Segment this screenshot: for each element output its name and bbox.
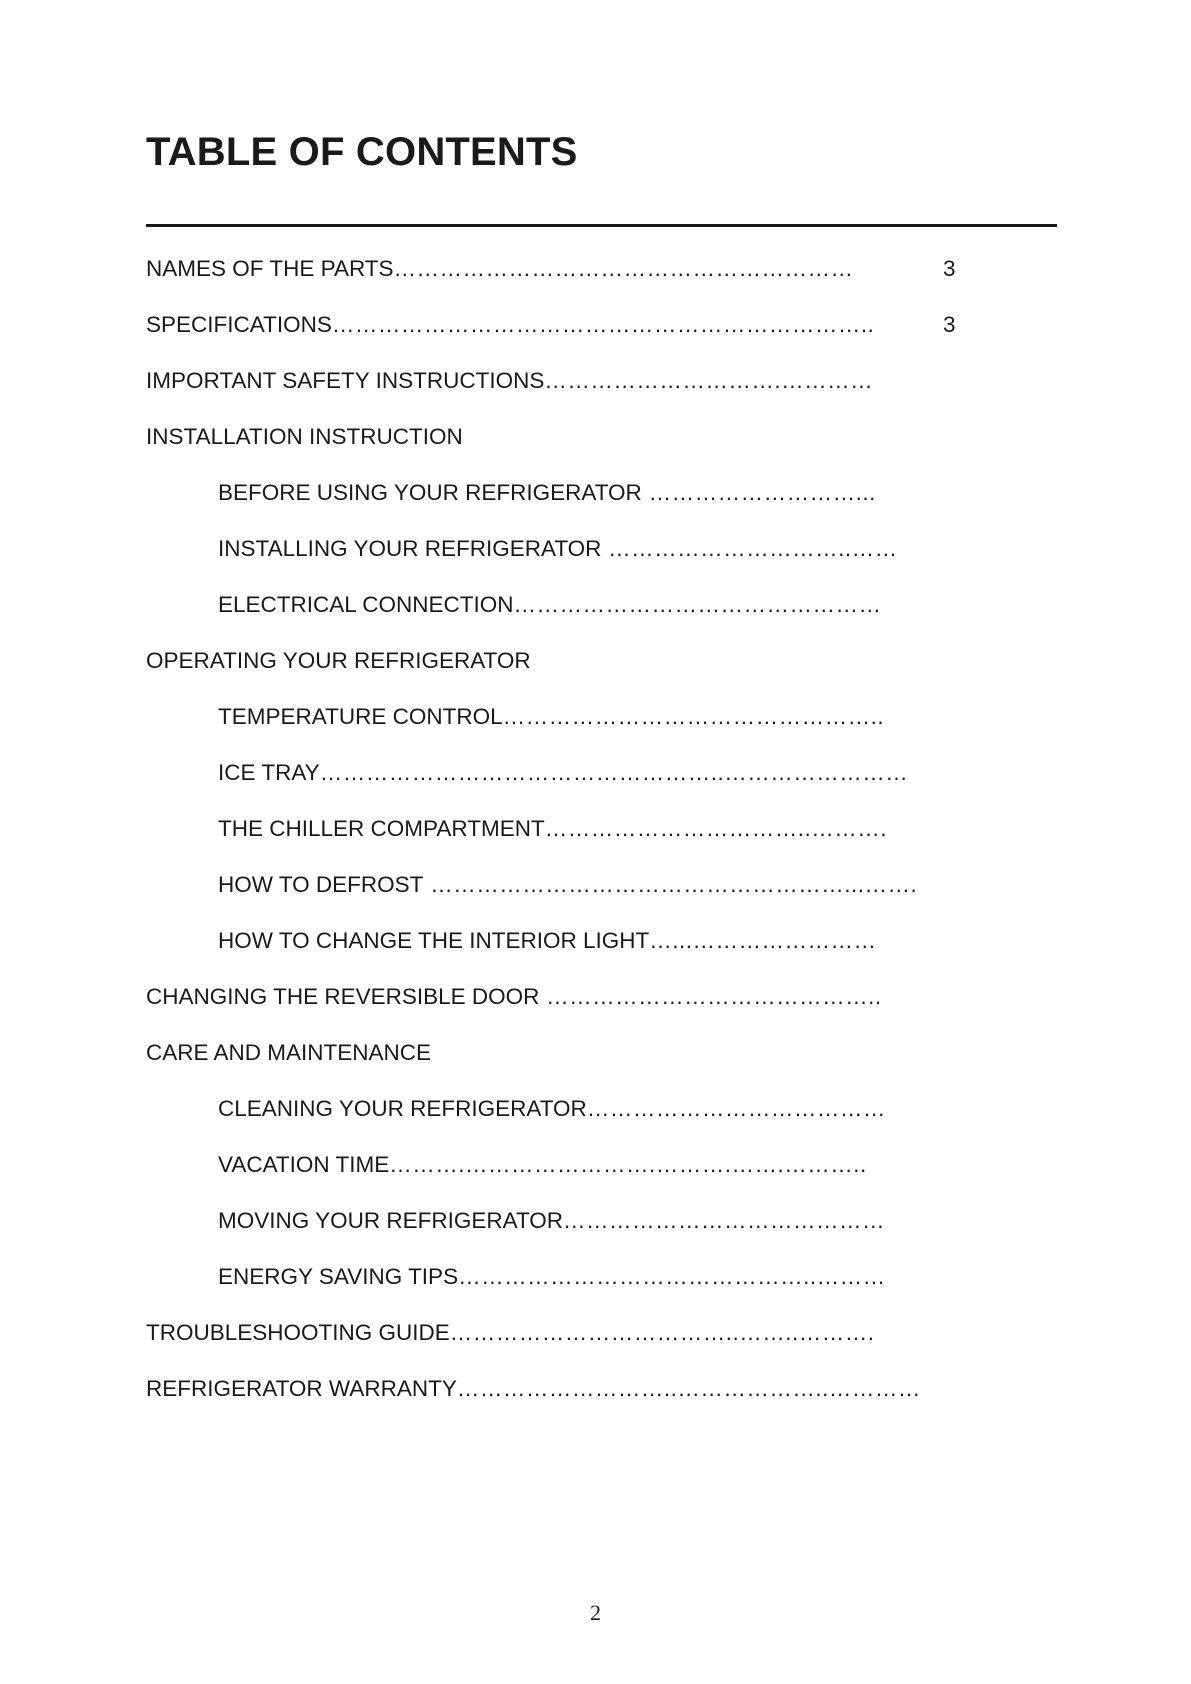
toc-leader-dots: ……………………………………………..…………………… — [319, 760, 909, 785]
page-title: TABLE OF CONTENTS — [146, 130, 578, 174]
table-of-contents — [146, 254, 1066, 1430]
toc-entry[interactable] — [146, 1374, 1066, 1430]
toc-entry-title: CLEANING YOUR REFRIGERATOR — [218, 1096, 587, 1121]
title-divider — [146, 224, 1057, 227]
toc-subentry[interactable] — [146, 1094, 1066, 1150]
toc-entry-title: ELECTRICAL CONNECTION — [218, 592, 514, 617]
toc-entry-title: CHANGING THE REVERSIBLE DOOR — [146, 984, 540, 1009]
toc-entry-title: CARE AND MAINTENANCE — [146, 1040, 432, 1065]
toc-entry[interactable] — [146, 310, 1066, 366]
toc-entry-title: MOVING YOUR REFRIGERATOR — [218, 1208, 564, 1233]
toc-leader-dots: …………………………………….. — [539, 984, 882, 1009]
toc-subentry[interactable] — [146, 478, 1066, 534]
toc-leader-dots: ………………………………………… — [513, 592, 882, 617]
toc-entry-title: REFRIGERATOR WARRANTY — [146, 1376, 457, 1401]
toc-entry-title: ICE TRAY — [218, 760, 320, 785]
toc-leader-dots: …………………………………… — [563, 1208, 886, 1233]
toc-leader-dots: …………………………..…… — [601, 536, 898, 561]
toc-subentry[interactable] — [146, 926, 1066, 982]
toc-page-number: 3 — [943, 312, 956, 337]
toc-entry-title: SPECIFICATIONS — [146, 312, 332, 337]
toc-leader-dots: ………………………………………..……… — [458, 1264, 886, 1289]
toc-leader-dots: ………………………... — [641, 480, 876, 505]
toc-entry[interactable] — [146, 422, 1066, 478]
toc-entry-title: INSTALLATION INSTRUCTION — [146, 424, 463, 449]
toc-entry-title: OPERATING YOUR REFRIGERATOR — [146, 648, 531, 673]
toc-entry-title: HOW TO CHANGE THE INTERIOR LIGHT — [218, 928, 650, 953]
toc-entry[interactable] — [146, 366, 1066, 422]
toc-leader-dots: ………………………………………………...……. — [423, 872, 918, 897]
toc-subentry[interactable] — [146, 870, 1066, 926]
toc-leader-dots: …...…………………… — [649, 928, 877, 953]
toc-leader-dots: ………………………..………………..………… — [456, 1376, 921, 1401]
toc-entry[interactable] — [146, 982, 1066, 1038]
toc-leader-dots: ………………………………… — [586, 1096, 886, 1121]
toc-entry[interactable] — [146, 1318, 1066, 1374]
toc-entry-title: ENERGY SAVING TIPS — [218, 1264, 459, 1289]
toc-subentry[interactable] — [146, 1150, 1066, 1206]
toc-subentry[interactable] — [146, 1262, 1066, 1318]
toc-subentry[interactable] — [146, 590, 1066, 646]
toc-entry-title: TROUBLESHOOTING GUIDE — [146, 1320, 450, 1345]
toc-subentry[interactable] — [146, 1206, 1066, 1262]
toc-page-number: 3 — [943, 256, 956, 281]
toc-subentry[interactable] — [146, 814, 1066, 870]
toc-leader-dots: ………………………….………… — [544, 368, 874, 393]
page-number: 2 — [590, 1600, 601, 1625]
toc-leader-dots: ………………………………..……..………. — [449, 1320, 875, 1345]
toc-leader-dots: ……….…………………….……….…….……….. — [389, 1152, 867, 1177]
toc-entry[interactable] — [146, 254, 1066, 310]
toc-entry-title: NAMES OF THE PARTS — [146, 256, 394, 281]
toc-entry-title: VACATION TIME — [218, 1152, 390, 1177]
toc-leader-dots: …………………………………………………………….. — [331, 312, 875, 337]
toc-entry-title: IMPORTANT SAFETY INSTRUCTIONS — [146, 368, 545, 393]
toc-entry-title: TEMPERATURE CONTROL — [218, 704, 503, 729]
toc-subentry[interactable] — [146, 534, 1066, 590]
toc-entry-title: INSTALLING YOUR REFRIGERATOR — [218, 536, 602, 561]
toc-leader-dots: ……………………………..………. — [544, 816, 887, 841]
toc-entry[interactable] — [146, 1038, 1066, 1094]
toc-entry-title: THE CHILLER COMPARTMENT — [218, 816, 545, 841]
toc-entry-title: HOW TO DEFROST — [218, 872, 424, 897]
toc-leader-dots: …………………………………………………… — [393, 256, 854, 281]
toc-subentry[interactable] — [146, 758, 1066, 814]
toc-subentry[interactable] — [146, 702, 1066, 758]
toc-entry-title: BEFORE USING YOUR REFRIGERATOR — [218, 480, 642, 505]
toc-entry[interactable] — [146, 646, 1066, 702]
toc-leader-dots: ………………………………………….. — [502, 704, 885, 729]
